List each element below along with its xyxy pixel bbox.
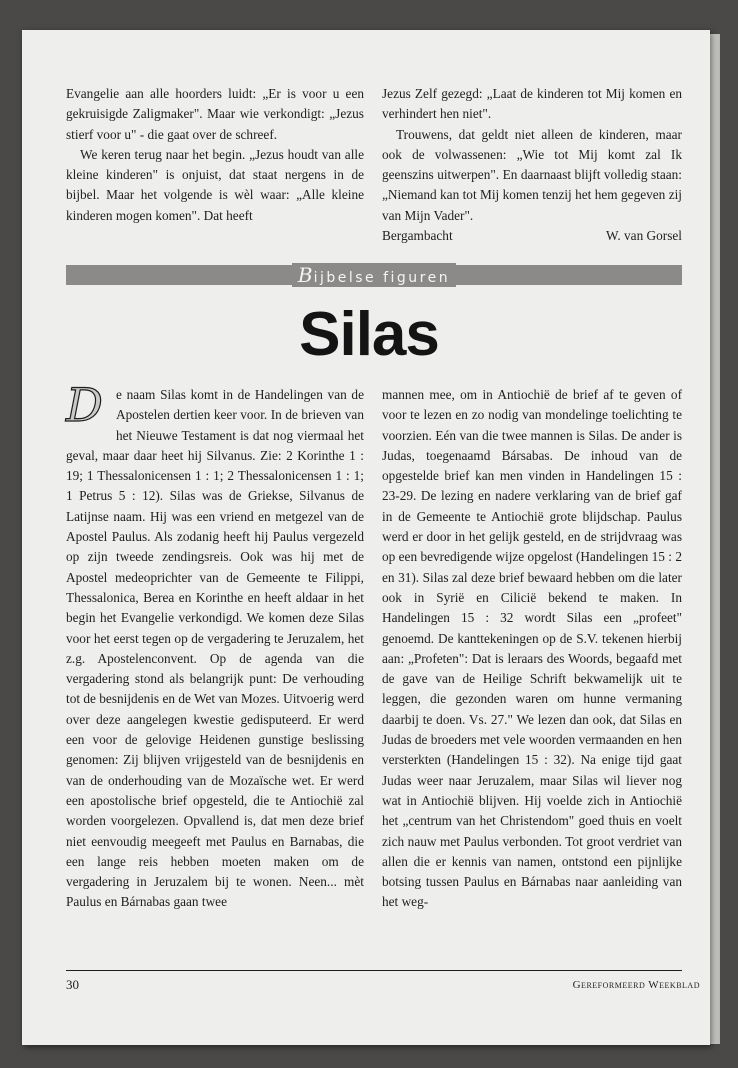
- article-title: Silas: [299, 300, 439, 369]
- previous-article-left-column: [66, 84, 364, 226]
- previous-article-right-column: [382, 84, 682, 246]
- footer-rule: [66, 970, 682, 971]
- section-initial: B: [297, 263, 313, 287]
- previous-article-paragraph: Trouwens, dat geldt niet alleen de kinderen, maar ook de volwassenen: „Wie tot Mij komt zal Ik geenszins uitwerpen". En daarnaast blijft volledig staan: „Niemand kan tot Mij komen tenzij het hem gegeven zij van Mijn Vader".: [382, 126, 682, 223]
- previous-article-paragraph: Evangelie aan alle hoorders luidt: „Er is voor u een gekruisigde Zaligmaker". Maar wie verkondigt: „Jezus stierf voor u" - die gaat over de schreef.: [66, 86, 364, 142]
- article-right-column: [382, 385, 682, 913]
- page-number: 30: [66, 977, 79, 992]
- article-text-right: mannen mee, om in Antiochië de brief af te geven of voor te lezen en zo nodig van mondelinge toelichting te voorzien. Eén van die twee mannen is Silas. De ander is Judas, toegenaamd Bársabas. De inhoud van de opgestelde brief kan men vinden in Handelingen 15 : 23-29. De lezing en nadere verklaring van de brief gaf in de Gemeente te Antiochië grote blijdschap. Paulus werd er door in het gelijk gesteld, en de strijdvraag was op een bevredigende wijze opgelost (Handelingen 15 : 2 en 31). Silas zal deze brief bewaard hebben om die later ook in Syrië en Cilicië bekend te maken. In Handelingen 15 : 32 wordt Silas een „profeet" genoemd. De kanttekeningen op de S.V. tekenen hierbij aan: „Profeten": Dat is leraars des Woords, begaafd met de gave van de Heilige Schrift bekwamelijk uit te leggen, die gezonden waren om hunne vermaning daarbij te doen. Vs. 27." We lezen dan ook, dat Silas en Judas de broeders met vele woorden vermaanden en hen versterkten (Handelingen 15 : 32). Na enige tijd gaat Judas weer naar Jeruzalem, maar Silas wil liever nog wat in Antiochië blijven. Hij voelde zich in Antiochië het „centrum van het Christendom" goed thuis en voelt zich nauw met Paulus verbonden. Tot groot verdriet van allen die er kennis van namen, ontstond een pijnlijke botsing tussen Paulus en Bárnabas naar aanleiding van het weg-: [382, 387, 682, 910]
- previous-article-paragraph: Jezus Zelf gezegd: „Laat de kinderen tot Mij komen en verhindert hen niet".: [382, 86, 682, 122]
- section-label-rest: ijbelse figuren: [313, 270, 451, 286]
- magazine-name: Gereformeerd Weekblad: [572, 979, 700, 991]
- section-header-bar: [66, 265, 682, 285]
- previous-article-paragraph: We keren terug naar het begin. „Jezus houdt van alle kleine kinderen" is onjuist, dat staat nergens in de bijbel. Maar het volgende is wèl waar: „Alle kleine kinderen mogen komen". Dat heeft: [66, 146, 364, 223]
- signature-place: Bergambacht: [382, 228, 453, 244]
- signature-line: [382, 226, 682, 246]
- drop-cap: D: [66, 378, 103, 432]
- section-label: [292, 263, 456, 287]
- article-text-left: e naam Silas komt in de Handelingen van de Apostelen dertien keer voor. In de brieven van het Nieuwe Testament is dat nog viermaal het geval, maar daar heet hij Silvanus. Zie: 2 Korinthe 1 : 19; 1 Thessalonicensen 1 : 1; 2 Thessalonicensen 1 : 1; 1 Petrus 5 : 12). Silas was de Griekse, Silvanus de Latijnse naam. Hij was een vriend en metgezel van de Apostel Paulus. Als zodanig heeft hij Paulus vergezeld op zijn tweede zendingsreis. Ook was hij met de Apostel medeoprichter van de Gemeente te Filippi, Thessalonica, Berea en Korinthe en heeft aldaar in het begin het Evangelie verkondigd. We komen deze Silas voor het eerst tegen op de vergadering te Jeruzalem, het z.g. Apostelenconvent. Op de agenda van die vergadering stond als belangrijk punt: De verhouding tot de besnijdenis en de Wet van Mozes. Uitvoerig werd over deze aangelegen kwestie gedisputeerd. Er werd een voor de gelovige Heidenen gunstige beslissing genomen: Zij blijven vrijgesteld van de besnijdenis en van de onderhouding van de Mozaïsche wet. Er werd een apostolische brief opgesteld, die te Antiochië zal worden voorgelezen. Opvallend is, dat men deze brief niet eenvoudig meegeeft met Paulus en Barnabas, die een lange reis hebben moeten maken om de vergadering in Jeruzalem bij te wonen. Neen... mèt Paulus en Bárnabas gaan twee: [66, 387, 364, 910]
- article-left-column: [66, 378, 364, 913]
- signature-author: W. van Gorsel: [606, 228, 682, 244]
